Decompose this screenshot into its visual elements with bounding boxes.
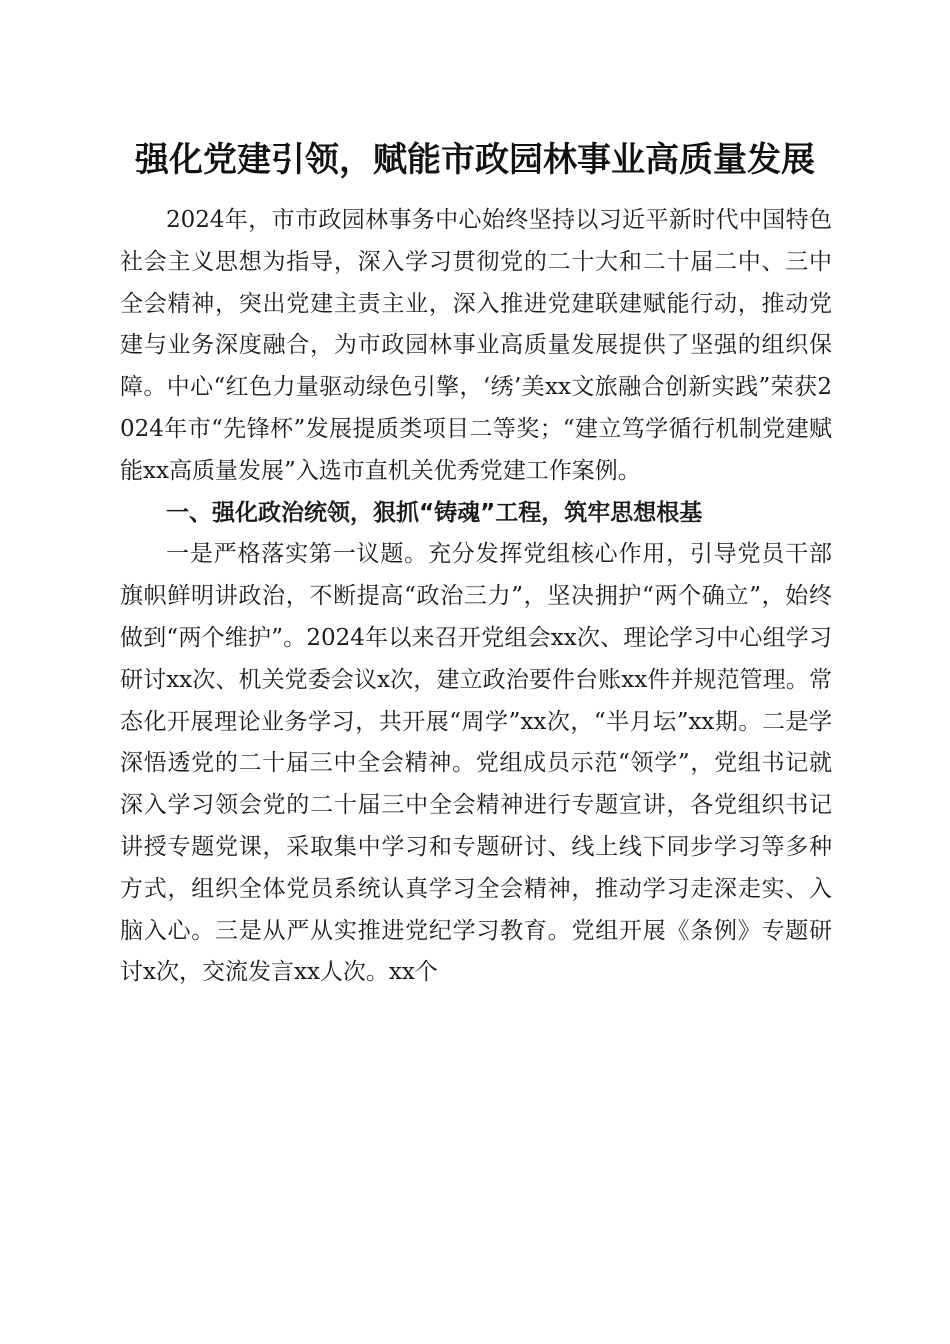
intro-paragraph: 2024年，市市政园林事务中心始终坚持以习近平新时代中国特色社会主义思想为指导，深入学习贯彻党的二十大和二十届二中、三中全会精神，突出党建主责主业，深入推进党建联建赋能行动，推动党建与业务深度融合，为市政园林事业高质量发展提供了坚强的组织保障。中心“红色力量驱动绿色引擎，‘绣’美xx文旅融合创新实践”荣获2024年市“先锋杯”发展提质类项目二等奖；“建立笃学循行机制党建赋能xx高质量发展”入选市直机关优秀党建工作案例。 xyxy=(120,207,832,484)
section-paragraph xyxy=(120,534,832,994)
document-title: 强化党建引领，赋能市政园林事业高质量发展 xyxy=(135,140,815,180)
paragraph-text-1: 充分发挥党组核心作用，引导党员干部旗帜鲜明讲政治，不断提高“政治三力”，坚决拥护“两个确立”，始终做到“两个维护”。2024年以来召开党组会xx次、理论学习中心组学习研讨xx次、机关党委会议x次，建立政治要件台账xx件并规范管理。常态化开展理论业务学习，共开展“周学”xx次，“半月坛”xx期。 xyxy=(120,541,833,735)
document-body xyxy=(120,200,832,994)
lead-sentence-3: 三是从严从实推进党纪学习教育。 xyxy=(215,917,572,944)
paragraph-text-2: 党组成员示范“领学”，党组书记就深入学习领会党的二十届三中全会精神进行专题宣讲，各党组织书记讲授专题党课，采取集中学习和专题研讨、线上线下同步学习等多种方式，组织全体党员系统认真学习全会精神，推动学习走深走实、入脑入心。 xyxy=(120,750,832,944)
lead-sentence-1: 一是严格落实第一议题。 xyxy=(166,541,428,568)
paragraph-text-3: 党组开展《条例》专题研讨x次，交流发言xx人次。xx个 xyxy=(120,917,833,986)
lead-sentence-2: 二是学深悟透党的二十届三中全会精神。 xyxy=(120,708,833,777)
section-heading: 一、强化政治统领，狠抓“铸魂”工程，筑牢思想根基 xyxy=(166,499,703,526)
